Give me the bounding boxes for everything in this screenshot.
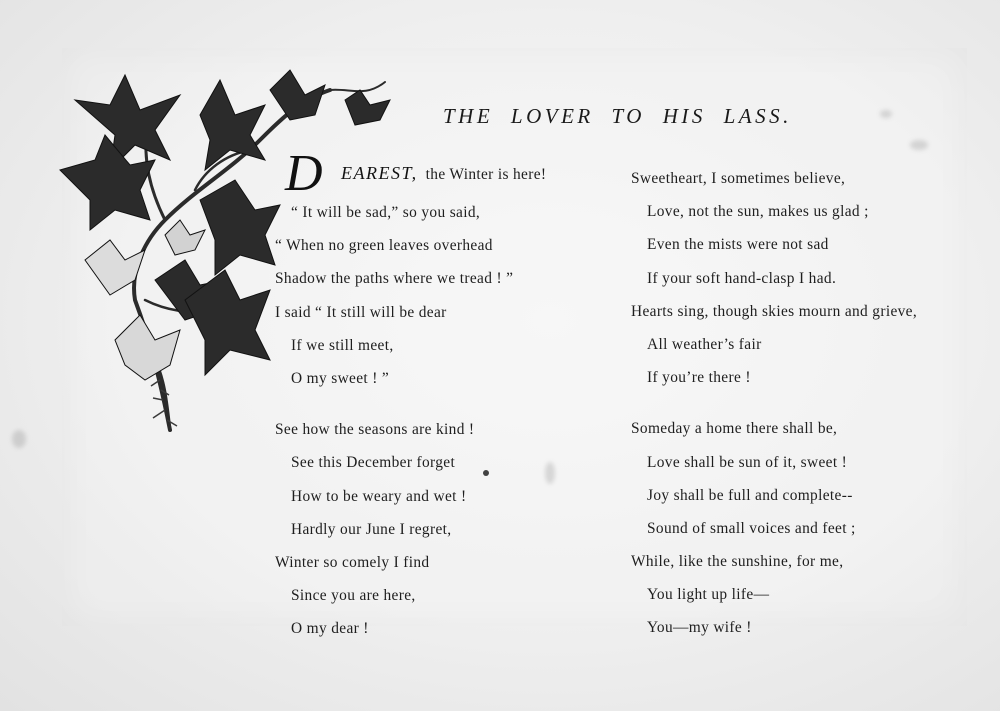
- poem-line: Since you are here,: [291, 587, 416, 605]
- poem-line: Joy shall be full and complete--: [647, 486, 853, 504]
- poem-line: Sound of small voices and feet ;: [647, 519, 856, 537]
- poem-line: All weather’s fair: [647, 335, 762, 353]
- poem-line: Hearts sing, though skies mourn and grieve,: [631, 302, 918, 320]
- paper-stain: [12, 430, 26, 448]
- poem-line: Shadow the paths where we tread ! ”: [275, 270, 514, 288]
- poem-stanza: [275, 413, 546, 645]
- poem-line: Winter so comely I find: [275, 553, 430, 571]
- poem-line: How to be weary and wet !: [291, 487, 467, 505]
- poem-right-column: [631, 162, 917, 663]
- poem-stanza: [275, 145, 547, 395]
- poem-line: I said “ It still will be dear: [275, 303, 447, 321]
- poem-line: You light up life—: [647, 586, 770, 604]
- paper-stain: [910, 140, 928, 150]
- poem-line: If we still meet,: [291, 336, 394, 354]
- drop-cap-letter: D: [285, 145, 323, 202]
- poem-line: O my sweet ! ”: [291, 369, 390, 387]
- poem-line: You—my wife !: [647, 619, 752, 637]
- first-line-text: the Winter is here!: [425, 166, 547, 183]
- poem-line: “ It will be sad,” so you said,: [291, 204, 481, 221]
- poem-left-column: [275, 145, 547, 663]
- poem-line: O my dear !: [291, 620, 369, 638]
- poem-line: See this December forget: [291, 454, 456, 472]
- poem-line: Even the mists were not sad: [647, 236, 829, 254]
- poem-line: If you’re there !: [647, 369, 751, 387]
- first-word-caps: EAREST,: [341, 163, 418, 183]
- poem-stanza: [631, 162, 917, 394]
- poem-title: THE LOVER TO HIS LASS.: [443, 104, 792, 128]
- poem-line: Hardly our June I regret,: [291, 520, 452, 538]
- poem-line: If your soft hand-clasp I had.: [647, 269, 837, 287]
- paper-stain: [880, 110, 892, 118]
- poem-line: Sweetheart, I sometimes believe,: [631, 170, 846, 187]
- poem-first-line: [275, 145, 547, 202]
- poem-line: Love shall be sun of it, sweet !: [647, 453, 848, 471]
- poem-line: Love, not the sun, makes us glad ;: [647, 203, 869, 221]
- poem-line: “ When no green leaves overhead: [275, 237, 493, 255]
- poem-line: See how the seasons are kind !: [275, 421, 475, 439]
- poem-stanza: [631, 412, 917, 644]
- paper-stain: [545, 462, 555, 484]
- poem-line: While, like the sunshine, for me,: [631, 553, 844, 571]
- poem-line: Someday a home there shall be,: [631, 420, 838, 438]
